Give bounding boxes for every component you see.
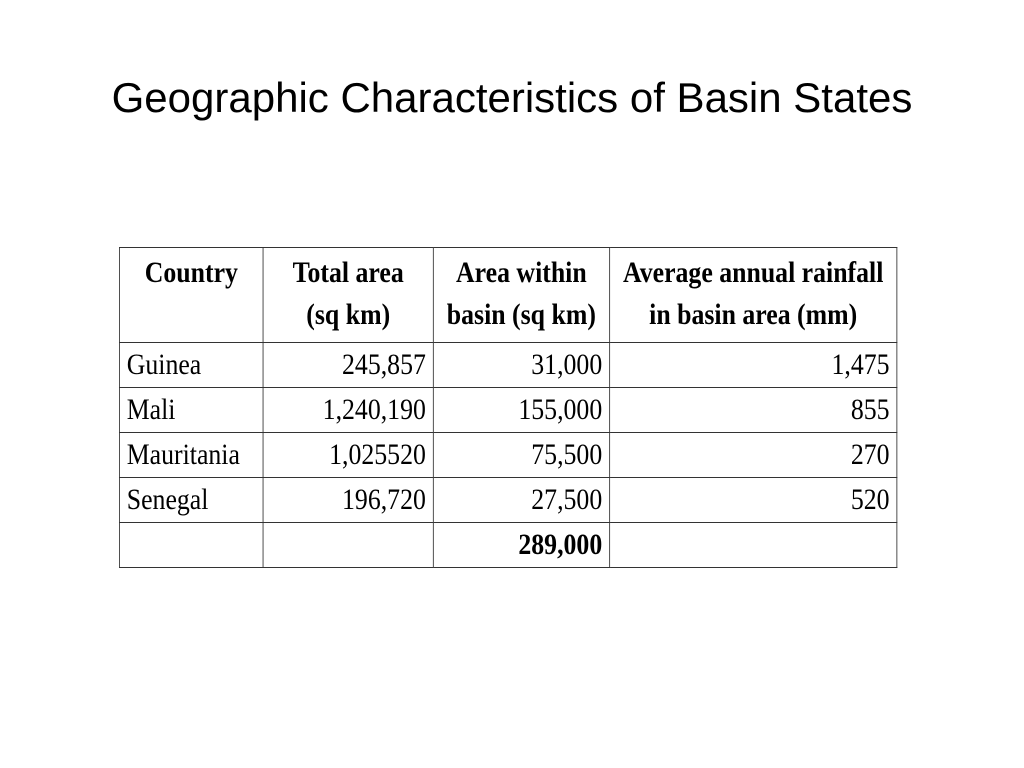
- cell-country: Guinea: [119, 343, 263, 388]
- header-area-within-line1: Area within: [456, 256, 587, 289]
- header-avg-rainfall: [610, 248, 897, 343]
- header-total-area-line1: Total area: [292, 256, 404, 289]
- cell-total-area-within-basin: 289,000: [433, 523, 609, 568]
- cell-avg-rainfall: 1,475: [610, 343, 897, 388]
- header-country-line1: Country: [144, 256, 238, 289]
- table-row: [119, 433, 896, 478]
- cell-avg-rainfall: 520: [610, 478, 897, 523]
- header-area-within-line2: basin (sq km): [446, 298, 596, 331]
- header-avg-rainfall-line2: in basin area (mm): [649, 298, 858, 331]
- header-area-within-basin: [433, 248, 609, 343]
- cell-area-within-basin: 31,000: [433, 343, 609, 388]
- header-total-area-line2: (sq km): [306, 298, 391, 331]
- cell-total-country: [119, 523, 263, 568]
- table-row: [119, 388, 896, 433]
- slide-title: Geographic Characteristics of Basin States: [111, 74, 913, 121]
- cell-total-total-area: [263, 523, 433, 568]
- basin-states-table: [119, 247, 897, 568]
- table-row: [119, 343, 896, 388]
- cell-total-area: 196,720: [263, 478, 433, 523]
- cell-total-area: 245,857: [263, 343, 433, 388]
- cell-total-avg-rainfall: [610, 523, 897, 568]
- cell-area-within-basin: 27,500: [433, 478, 609, 523]
- cell-country: Senegal: [119, 478, 263, 523]
- cell-country: Mali: [119, 388, 263, 433]
- table-row: [119, 478, 896, 523]
- cell-avg-rainfall: 855: [610, 388, 897, 433]
- header-total-area: [263, 248, 433, 343]
- cell-total-area: 1,025520: [263, 433, 433, 478]
- cell-avg-rainfall: 270: [610, 433, 897, 478]
- cell-country: Mauritania: [119, 433, 263, 478]
- cell-area-within-basin: 75,500: [433, 433, 609, 478]
- table-header-row: [119, 248, 896, 343]
- cell-total-area: 1,240,190: [263, 388, 433, 433]
- table-total-row: [119, 523, 896, 568]
- cell-area-within-basin: 155,000: [433, 388, 609, 433]
- header-country: [119, 248, 263, 343]
- header-avg-rainfall-line1: Average annual rainfall: [623, 256, 884, 289]
